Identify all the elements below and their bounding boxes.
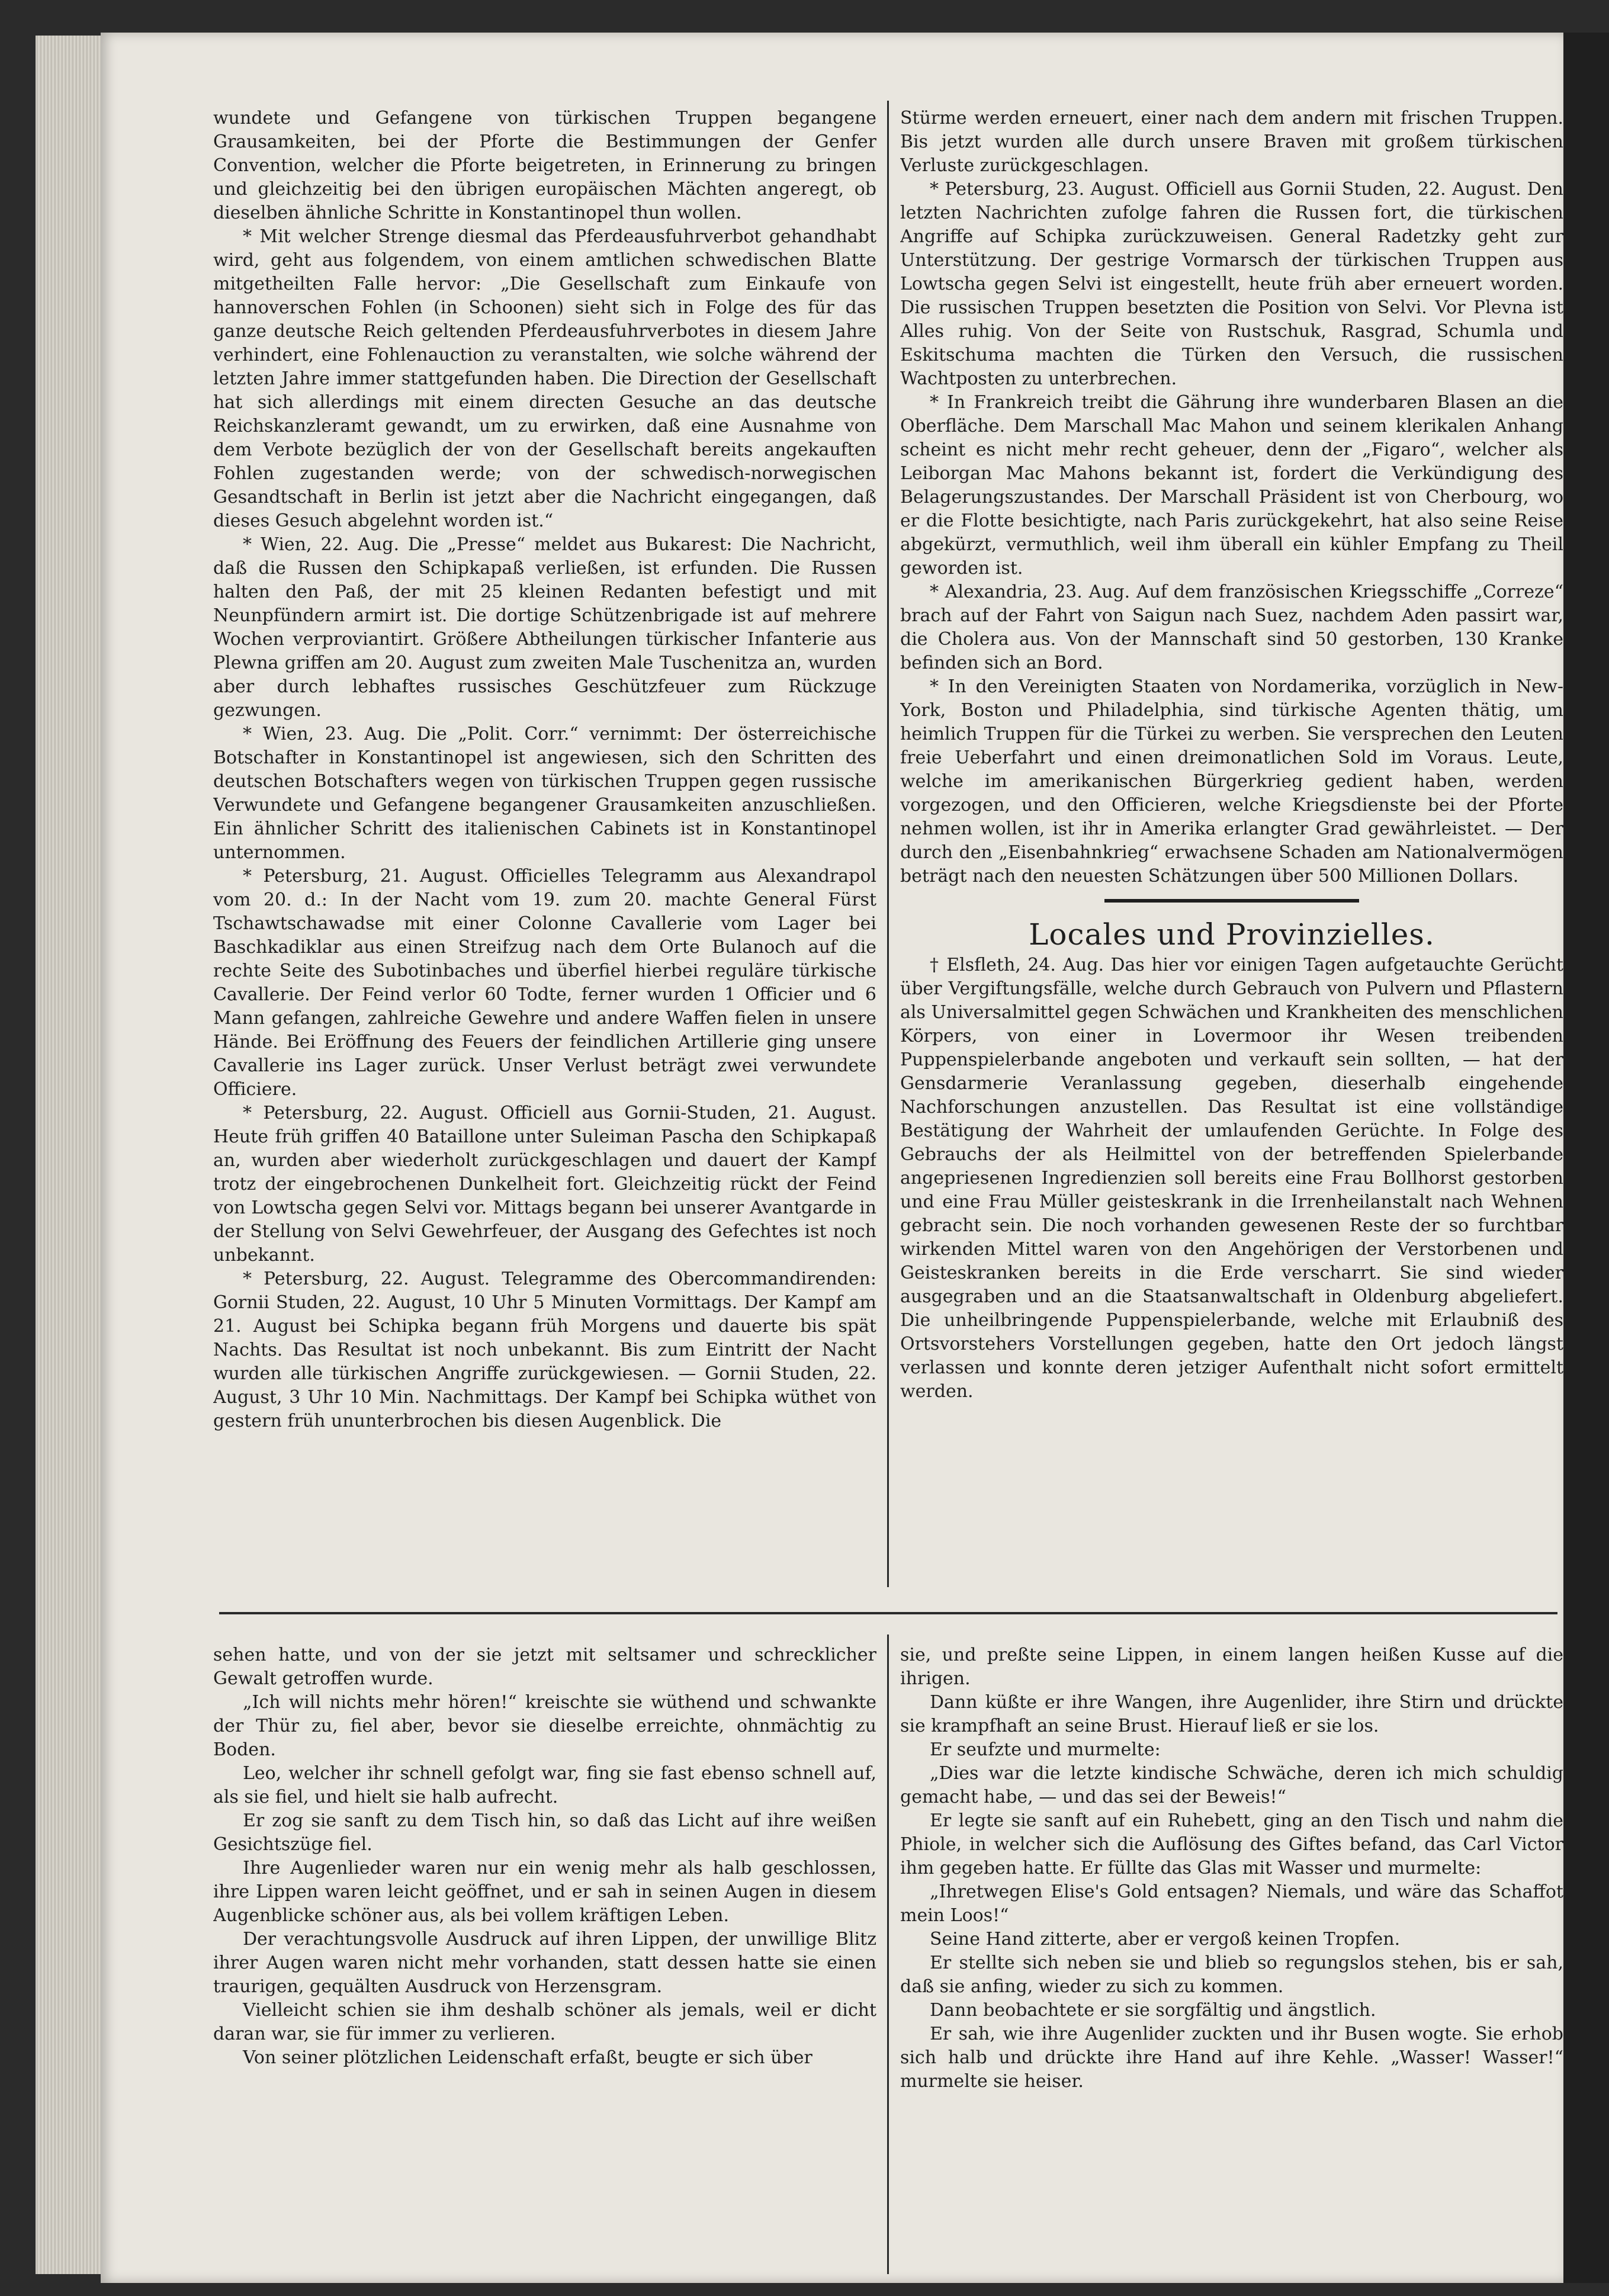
story-paragraph: Ihre Augenlieder waren nur ein wenig mehr als halb geschlossen, ihre Lippen waren leicht geöffnet, und er sah in seinen Augen in diesem Augenblicke schöner aus, als bei vollem kräftigen Leben.: [213, 1858, 876, 1926]
story-paragraph: Der verachtungsvolle Ausdruck auf ihren Lippen, der unwillige Blitz ihrer Augen waren nicht mehr vorhanden, statt dessen hatte sie einen traurigen, gequälten Ausdruck von Herzensgram.: [213, 1929, 876, 1997]
story-paragraph: „Dies war die letzte kindische Schwäche, deren ich mich schuldig gemacht habe, — und das sei der Beweis!“: [900, 1763, 1563, 1807]
story-paragraph: Er zog sie sanft zu dem Tisch hin, so daß das Licht auf ihre weißen Gesichtszüge fiel.: [213, 1810, 876, 1855]
news-column-left: [213, 107, 876, 1581]
story-paragraph: Er seufzte und murmelte:: [930, 1739, 1161, 1760]
news-paragraph: * In den Vereinigten Staaten von Nordamerika, vorzüglich in New-York, Boston und Philadelphia, sind türkische Agenten thätig, um heimlich Truppen für die Türkei zu werben. Sie versprechen den Leuten freie Ueberfahrt und einen dreimonatlichen Sold im Voraus. Leute, welche im amerikanischen Bürgerkrieg gedient haben, werden vorgezogen, und den Officieren, welche Kriegsdienste bei der Pforte nehmen wollen, ist ihr in Amerika erlangter Grad gewährleistet. — Der durch den „Eisenbahnkrieg“ erwachsene Schaden am Nationalvermögen beträgt nach den neuesten Schätzungen über 500 Millionen Dollars.: [900, 676, 1563, 887]
story-paragraph: Seine Hand zitterte, aber er vergoß keinen Tropfen.: [930, 1929, 1401, 1950]
page-stack-edge: [36, 36, 107, 2274]
book-cover-edge: [1563, 33, 1609, 2283]
news-column-right: [900, 107, 1563, 1581]
story-paragraph: Leo, welcher ihr schnell gefolgt war, fing sie fast ebenso schnell auf, als sie fiel, und hielt sie halb aufrecht.: [213, 1763, 876, 1807]
story-paragraph: Er sah, wie ihre Augenlider zuckten und ihr Busen wogte. Sie erhob sich halb und drückte ihre Hand auf ihre Kehle. „Wasser! Wasser!“ murmelte sie heiser.: [900, 2024, 1563, 2092]
story-paragraph: „Ihretwegen Elise's Gold entsagen? Niemals, und wäre das Schaffot mein Loos!“: [900, 1881, 1563, 1926]
local-news-paragraph: † Elsfleth, 24. Aug. Das hier vor einigen Tagen aufgetauchte Gerücht über Vergiftungsfälle, welche durch Gebrauch von Pulvern und Pflastern als Universalmittel gegen Schwächen und Krankheiten des menschlichen Körpers, von einer in Lovermoor ihr Wesen treibenden Puppenspielerbande angeboten und verkauft sein sollten, — hat der Gensdarmerie Veranlassung gegeben, dieserhalb eingehende Nachforschungen anzustellen. Das Resultat ist eine vollständige Bestätigung der Wahrheit der umlaufenden Gerüchte. In Folge des Gebrauchs der als Heilmittel von der betreffenden Spielerbande angepriesenen Ingredienzien soll bereits eine Frau Bollhorst gestorben und eine Frau Müller geisteskrank in die Irrenheilanstalt nach Wehnen gebracht sein. Die noch vorhanden gewesenen Reste der so furchtbar wirkenden Mittel waren von den Angehörigen der Verstorbenen und Geisteskranken bereits in die Erde verscharrt. Sie sind wieder ausgegraben und an die Staatsanwaltschaft in Oldenburg abgeliefert. Die unheilbringende Puppenspielerbande, welche mit Erlaubniß des Ortsvorstehers Vorstellungen gegeben, hatte den Ort jedoch längst verlassen und konnte deren jetziger Aufenthalt nicht sofort ermittelt werden.: [900, 955, 1563, 1402]
story-paragraph: Dann küßte er ihre Wangen, ihre Augenlider, ihre Stirn und drückte sie krampfhaft an seine Brust. Hierauf ließ er sie los.: [900, 1692, 1563, 1736]
news-paragraph: wundete und Gefangene von türkischen Truppen begangene Grausamkeiten, bei der Pforte die Bestimmungen der Genfer Convention, welcher die Pforte beigetreten, in Erinnerung zu bringen und gleichzeitig bei den übrigen europäischen Mächten angeregt, ob dieselben ähnliche Schritte in Konstantinopel thun wollen.: [213, 108, 876, 223]
news-paragraph: * Mit welcher Strenge diesmal das Pferdeausfuhrverbot gehandhabt wird, geht aus folgendem, von einem amtlichen schwedischen Blatte mitgetheilten Falle hervor: „Die Gesellschaft zum Einkaufe von hannoverschen Fohlen (in Schoonen) sieht sich in Folge des für das ganze deutsche Reich geltenden Pferdeausfuhrverbotes in diesem Jahre verhindert, eine Fohlenauction zu veranstalten, wie solche während der letzten Jahre immer stattgefunden haben. Die Direction der Gesellschaft hat sich allerdings mit einem directen Gesuche an das deutsche Reichskanzleramt gewandt, um zu erwirken, daß eine Ausnahme von dem Verbote bezüglich der von der Gesellschaft bereits angekauften Fohlen zugestanden werde; von der schwedisch-norwegischen Gesandtschaft in Berlin ist jetzt aber die Nachricht eingegangen, daß dieses Gesuch abgelehnt worden ist.“: [213, 226, 876, 531]
feuilleton-column-left: [213, 1643, 876, 2271]
story-paragraph: sehen hatte, und von der sie jetzt mit seltsamer und schrecklicher Gewalt getroffen wurde.: [213, 1645, 876, 1689]
news-paragraph: * Wien, 22. Aug. Die „Presse“ meldet aus Bukarest: Die Nachricht, daß die Russen den Schipkapaß verließen, ist erfunden. Die Russen halten den Paß, der mit 25 kleinen Redanten befestigt und mit Neunpfündern armirt ist. Die dortige Schützenbrigade ist auf mehrere Wochen verproviantirt. Größere Abtheilungen türkischer Infanterie aus Plewna griffen am 20. August zum zweiten Male Tuschenitza an, wurden aber durch lebhaftes russisches Geschützfeuer zum Rückzuge gezwungen.: [213, 534, 876, 721]
column-divider-top: [887, 101, 889, 1587]
feuilleton-column-right: [900, 1643, 1563, 2271]
story-paragraph: sie, und preßte seine Lippen, in einem langen heißen Kusse auf die ihrigen.: [900, 1645, 1563, 1689]
heading-rule: [1104, 899, 1359, 903]
story-paragraph: Vielleicht schien sie ihm deshalb schöner als jemals, weil er dicht daran war, sie für immer zu verlieren.: [213, 2000, 876, 2044]
story-paragraph: „Ich will nichts mehr hören!“ kreischte sie wüthend und schwankte der Thür zu, fiel aber, bevor sie dieselbe erreichte, ohnmächtig zu Boden.: [213, 1692, 876, 1760]
news-paragraph: * Petersburg, 23. August. Officiell aus Gornii Studen, 22. August. Den letzten Nachrichten zufolge fahren die Russen fort, die türkischen Angriffe auf Schipka zurückzuweisen. General Radetzky geht zur Unterstützung. Der gestrige Vormarsch der türkischen Truppen aus Lowtscha gegen Selvi ist eingestellt, heute früh aber erneuert worden. Die russischen Truppen besetzten die Position von Selvi. Vor Plevna ist Alles ruhig. Von der Seite von Rustschuk, Rasgrad, Schumla und Eskitschuma machten die Türken den Versuch, die russischen Wachtposten zu unterbrechen.: [900, 179, 1563, 389]
news-paragraph: * In Frankreich treibt die Gährung ihre wunderbaren Blasen an die Oberfläche. Dem Marschall Mac Mahon und seinem klerikalen Anhang scheint es nicht mehr recht geheuer, denn der „Figaro“, welcher als Leiborgan Mac Mahons bekannt ist, fordert die Verkündigung des Belagerungszustandes. Der Marschall Präsident ist von Cherbourg, wo er die Flotte besichtigte, nach Paris zurückgekehrt, hat also seine Reise abgekürzt, vermuthlich, weil ihm überall ein kühler Empfang zu Theil geworden ist.: [900, 392, 1563, 579]
section-separator-rule: [219, 1612, 1557, 1614]
news-paragraph: * Wien, 23. Aug. Die „Polit. Corr.“ vernimmt: Der österreichische Botschafter in Konstantinopel ist angewiesen, sich den Schritten des deutschen Botschafters wegen von türkischen Truppen gegen russische Verwundete und Gefangene begangener Grausamkeiten anzuschließen. Ein ähnlicher Schritt des italienischen Cabinets ist in Konstantinopel unternommen.: [213, 724, 876, 863]
section-heading: Locales und Provinzielles.: [1029, 917, 1435, 952]
news-paragraph: * Petersburg, 22. August. Officiell aus Gornii-Studen, 21. August. Heute früh griffen 40 Bataillone unter Suleiman Pascha den Schipkapaß an, wurden aber wiederholt zurückgeschlagen und dauert der Kampf trotz der eingebrochenen Dunkelheit fort. Gleichzeitig rückt der Feind von Lowtscha gegen Selvi vor. Mittags begann bei unserer Avantgarde in der Stellung von Selvi Gewehrfeuer, der Ausgang des Gefechtes ist noch unbekannt.: [213, 1103, 876, 1266]
story-paragraph: Dann beobachtete er sie sorgfältig und ängstlich.: [930, 2000, 1376, 2021]
news-paragraph: * Petersburg, 22. August. Telegramme des Obercommandirenden: Gornii Studen, 22. August, 10 Uhr 5 Minuten Vormittags. Der Kampf am 21. August bei Schipka begann früh Morgens und dauerte bis spät Nachts. Das Resultat ist noch unbekannt. Bis zum Eintritt der Nacht wurden alle türkischen Angriffe zurückgewiesen. — Gornii Studen, 22. August, 3 Uhr 10 Min. Nachmittags. Der Kampf bei Schipka wüthet von gestern früh ununterbrochen bis diesen Augenblick. Die: [213, 1269, 876, 1431]
column-divider-bottom: [887, 1635, 889, 2274]
news-paragraph: * Alexandria, 23. Aug. Auf dem französischen Kriegsschiffe „Correze“ brach auf der Fahrt von Saigun nach Suez, nachdem Aden passirt war, die Cholera aus. Von der Mannschaft sind 50 gestorben, 130 Kranke befinden sich an Bord.: [900, 582, 1563, 673]
news-paragraph: Stürme werden erneuert, einer nach dem andern mit frischen Truppen. Bis jetzt wurden alle durch unsere Braven mit großem türkischen Verluste zurückgeschlagen.: [900, 108, 1563, 176]
story-paragraph: Er stellte sich neben sie und blieb so regungslos stehen, bis er sah, daß sie anfing, wieder zu sich zu kommen.: [900, 1953, 1563, 1997]
story-paragraph: Er legte sie sanft auf ein Ruhebett, ging an den Tisch und nahm die Phiole, in welcher sich die Auflösung des Giftes befand, das Carl Victor ihm gegeben hatte. Er füllte das Glas mit Wasser und murmelte:: [900, 1810, 1563, 1878]
news-paragraph: * Petersburg, 21. August. Officielles Telegramm aus Alexandrapol vom 20. d.: In der Nacht vom 19. zum 20. machte General Fürst Tschawtschawadse mit einer Colonne Cavallerie vom Lager bei Baschkadiklar aus einen Streifzug nach dem Orte Bulanoch auf die rechte Seite des Subotinbaches und überfiel hierbei reguläre türkische Cavallerie. Der Feind verlor 60 Todte, ferner wurden 1 Officier und 6 Mann gefangen, zahlreiche Gewehre und andere Waffen fielen in unsere Hände. Bei Eröffnung des Feuers der feindlichen Artillerie ging unsere Cavallerie ins Lager zurück. Unser Verlust beträgt zwei verwundete Officiere.: [213, 866, 876, 1100]
story-paragraph: Von seiner plötzlichen Leidenschaft erfaßt, beugte er sich über: [243, 2047, 812, 2068]
